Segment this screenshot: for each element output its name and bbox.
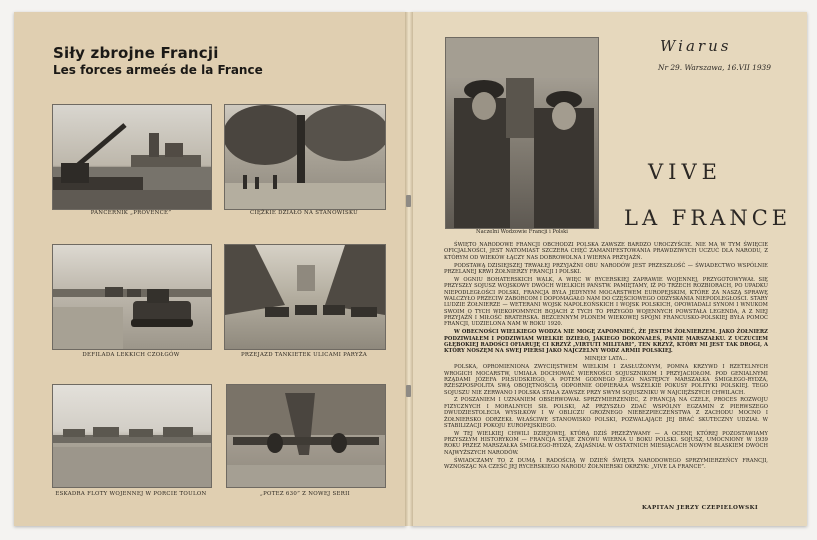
photo-caption: Naczelni Wodzowie Francji i Polski [476, 229, 568, 235]
page-subtitle: Les forces armeés de la France [53, 63, 263, 77]
article-paragraph: ŚWIADCZAMY TO Z DUMĄ I RADOŚCIĄ W DZIEŃ ŚWIĘTA NARODOWEGO SPRZYMIERZEŃCY FRANCJI, WZNOSZĄC NA CZEŚĆ JEJ RYCERSKIEGO NARODU ŻOŁNIERSKI OKRZYK: „VIVE LA FRANCE”. [444, 457, 768, 471]
issue-line: Nr 29. Warszawa, 16.VII 1939 [658, 63, 771, 72]
photo-caption: CIĘŻKIE DZIAŁO NA STANOWISKU [249, 210, 359, 216]
photo-tank-parade [52, 244, 212, 350]
masthead: Wiarus [660, 37, 732, 55]
article-body [444, 242, 768, 472]
photo-heavy-gun [224, 104, 386, 210]
article-paragraph: PODSTAWĄ DZISIEJSZEJ TRWAŁEJ PRZYJAŹNI OBU NARODÓW JEST PRZESZŁOŚĆ — ŚWIADECTWO WSPÓLNIE PRZELANEJ KRWI ŻOŁNIERZY FRANCJI I POLSKI. [444, 262, 768, 275]
article-quote: W OBECNOŚCI WIELKIEGO WODZA NIE MOGĘ ZAPOMNIEĆ, ŻE JESTEM ŻOŁNIERZEM. JAKO ŻOŁNIERZ PODZIWIAŁEM I PODZIWIAM WIELKIE DZIEŁO, JAKIEGO DOKONAŁEŚ, PANIE MARSZAŁKU. Z UCZUCIEM GŁĘBOKIEJ RADOŚCI OFIARUJĘ CI KRZYŻ „VIRTUTI MILITARI”, TEN KRZYŻ, KTÓRY MI JEST TAK DROGI, A KTÓRY NOSZĘM NA SWEJ PIERSI JAKO NAJCZELNY WODZ ARMII POLSKIEJ. [444, 329, 768, 355]
article-paragraph: W TEJ WIELKIEJ CHWILI DZIEJOWEJ, KTÓRĄ DZIŚ PRZEŻYWAMY — A OCENĘ KTÓREJ POZOSTAWIAMY PRZYSZŁYM HISTORYKOM — FRANCJA STAJE ZNOWU WIERNA U BOKU POLSKI. SOJUSZ, UMOCNIONY W 1939 ROKU PRZEZ MARSZAŁKA ŚMIGŁEGO-RYDZA, ZAJAŚNIAŁ W OSTATNICH MIESIĄCACH NOWYM BLASKIEM DWÓCH NAJWYŻSZYCH NARODÓW. [444, 430, 768, 456]
photo-potez-630 [226, 384, 386, 488]
photo-caption: „POTEZ 630” Z NOWEJ SERII [260, 491, 350, 497]
photo-caption: PANCERNIK „PROVENCE” [90, 210, 172, 216]
article-paragraph: W OGNIU BOHATERSKICH WALK, A WIĘC W RYCERSKIEJ ZAPRAWIE WOJENNEJ, PRZYGOTOWYWAŁ SIĘ PRZYSZŁY SOJUSZ WOJSKOWY DWÓCH WIELKICH PAŃSTW. PAMIĘTAMY, IŻ PO TRZECH ROZBIORACH, PO UPADKU NIEPODLEGŁOŚCI POLSKI, FRANCJA BYŁA JEDYNYM MOCARSTWEM EUROPEJSKIM, KTÓRE ZA NASZĄ SPRAWĘ WALCZYŁO PRZECIW ZABORCOM I DOPOMAGAŁO NAM DO CZĘŚCIOWEGO ODZYSKANIA NIEPODLEGŁOŚCI. STARY LUDZIE ŻOŁNIERZE — WETERANI WOJSK NAPOLEOŃSKICH I WOJSK POLSKICH, OPOWIADALI SYNOM I WNUKOM SWOIM O TYCH WIEKOPOMNYCH BOJACH Z TYCH TO PRZYGÓD WOJENNYCH POWSTAŁA LEGENDA, A Z NIEJ PRZYJAŹŃ I MIŁOŚĆ BRATERSKA. BEZCENNYM PLONEM WIEKOWEJ SPÓJNI FRANCUSKO-POLSKIEJ BYŁA POMOC FRANCJI, UDZIELONA NAM W ROKU 1920. [444, 276, 768, 328]
magazine-spine [405, 12, 413, 526]
staple [406, 385, 411, 397]
staple [406, 195, 411, 207]
article-paragraph: ŚWIĘTO NARODOWE FRANCJI OBCHODZI POLSKA ZAWSZE BARDZO UROCZYŚCIE. NIE MA W TYM ŚWIĘCIE OFICJALNOŚCI, JEST NATOMIAST SZCZERA CHĘĆ ZAMANIFESTOWANIA PRAWDZIWYCH UCZUĆ DLA NARODU, Z KTÓRYM OD WIEKÓW ŁĄCZY NAS DOBROWOLNA I WIERNA PRZYJAŹŃ. [444, 242, 768, 261]
author-signature: KAPITAN JERZY CZEPIELOWSKI [642, 505, 759, 511]
article-paragraph: MINĘŁY LATA... [584, 356, 628, 363]
photo-caption: ESKADRA FLOTY WOJENNEJ W PORCIE TOULON [55, 491, 207, 497]
photo-commanders [445, 37, 599, 229]
headline-vive: VIVE [648, 160, 722, 184]
photo-battleship [52, 104, 212, 210]
photo-fleet-toulon [52, 384, 212, 488]
article-paragraph: Z POSZANIEM I UZNANIEM OBSERWOWAŁ SPRZYMIERZENIEC, Z FRANCJĄ NA CZELE, PROCES ROZWOJU FIZYCZNYCH I MORALNYCH SIŁ POLSKI, AŻ PRZYSZŁO ZDAĆ WSPÓLNY EGZAMIN Z PIERWSZEGO DWUDZIESTOLECIA WYSIŁKÓW I W OBLICZU GROŹNEGO NIEBEZPIECZEŃSTWA Z ZACHODU MOCNO I ŻOŁNIERSKO ODRZEKŁ WŁAŚCIWE STANOWISKO POLSKI, POZWALAJĄCE JEJ BRAĆ SKUTECZNY UDZIAŁ W STABILIZACJI POKOJU EUROPEJSKIEGO. [444, 397, 768, 429]
headline-la-france: LA FRANCE [624, 206, 792, 230]
photo-caption: DEFILADA LEKKICH CZOŁGÓW [82, 352, 180, 358]
photo-tankettes-paris [224, 244, 386, 350]
photo-caption: PRZEJAZD TANKIETEK ULICAMI PARYŻA [240, 352, 368, 358]
page-title: Siły zbrojne Francji [53, 44, 219, 62]
article-paragraph: POLSKA, OPROMIENIONA ZWYCIĘSTWEM WIELKIM I ZASŁUŻONYM, POMNA KRZYWD I RZETELNYCH WROGICH MOCARSTW, UMIAŁA DOCHOWAĆ WIERNOŚCI SOJUSZNIKOM I PRZYJACIOŁOM. POD GENIALNYMI RZĄDAMI JÓZEFA PIŁSUDSKIEGO, A POTEM GODNEGO JEGO NASTĘPCY MARSZAŁKA ŚMIGŁEGO-RYDZA, RZESZPOSPOLITA SWĄ OBOJĘTNOŚCIĄ ODPORNIE ODPIERAŁA WSZELKIE POKUSY POLITYKI POLSKIEJ. TEGO SOJUSZU NIE ZERWANO I POLSKA STAŁA ZAWSZE PRZY SWYM SOJUSZNIKU W NAJCIĘŻSZYCH CHWILACH. [444, 364, 768, 396]
